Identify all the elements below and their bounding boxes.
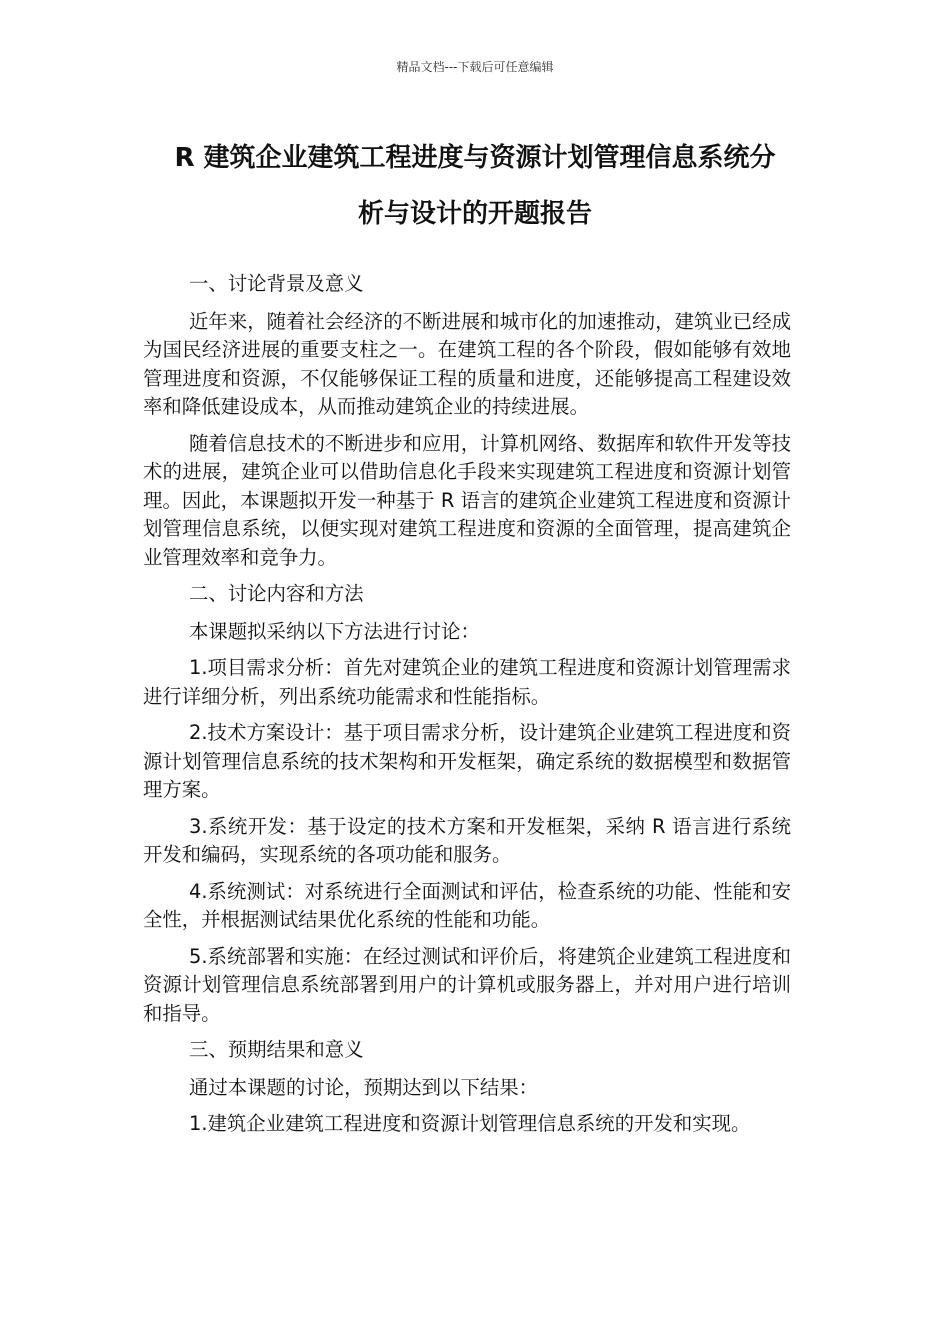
section-heading-methods: 二、讨论内容和方法 (189, 582, 364, 605)
section-heading-results: 三、预期结果和意义 (189, 1038, 364, 1061)
list-item-development: 3.系统开发：基于设定的技术方案和开发框架，采纳 R 语言进行系统开发和编码，实现系统的各项功能和服务。 (143, 814, 791, 866)
paragraph-methods-intro: 本课题拟采纳以下方法进行讨论： (189, 619, 480, 643)
paragraph-background-1: 近年来，随着社会经济的不断进展和城市化的加速推动，建筑业已经成为国民经济进展的重要支柱之一。在建筑工程的各个阶段，假如能够有效地管理进度和资源，不仅能够保证工程的质量和进度，还能够提高工程建设效率和降低建设成本，从而推动建筑企业的持续进展。 (143, 309, 791, 418)
list-item-testing: 4.系统测试：对系统进行全面测试和评估，检查系统的功能、性能和安全性，并根据测试结果优化系统的性能和功能。 (143, 879, 791, 931)
section-heading-background: 一、讨论背景及意义 (189, 272, 364, 295)
list-item-design: 2.技术方案设计：基于项目需求分析，设计建筑企业建筑工程进度和资源计划管理信息系统的技术架构和开发框架，确定系统的数据模型和数据管理方案。 (143, 721, 791, 801)
list-item-deployment: 5.系统部署和实施：在经过测试和评价后，将建筑企业建筑工程进度和资源计划管理信息系统部署到用户的计算机或服务器上，并对用户进行培训和指导。 (143, 944, 791, 1025)
document-title-line-1: R 建筑企业建筑工程进度与资源计划管理信息系统分 (174, 143, 776, 173)
list-item-requirements: 1.项目需求分析：首先对建筑企业的建筑工程进度和资源计划管理需求进行详细分析，列出系统功能需求和性能指标。 (143, 656, 791, 708)
paragraph-background-2: 随着信息技术的不断进步和应用，计算机网络、数据库和软件开发等技术的进展，建筑企业可以借助信息化手段来实现建筑工程进度和资源计划管理。因此，本课题拟开发一种基于 R 语言的建筑企业建筑工程进度和资源计划管理信息系统，以便实现对建筑工程进度和资源的全面管理，提高建筑企业管理效率和竞争力。 (143, 431, 791, 569)
page-header: 精品文档---下载后可任意编辑 (396, 60, 554, 74)
document-title-line-2: 析与设计的开题报告 (357, 199, 592, 229)
document-body (143, 270, 791, 1147)
list-item-result-1: 1.建筑企业建筑工程进度和资源计划管理信息系统的开发和实现。 (189, 1112, 751, 1135)
paragraph-results-intro: 通过本课题的讨论，预期达到以下结果： (189, 1075, 539, 1099)
